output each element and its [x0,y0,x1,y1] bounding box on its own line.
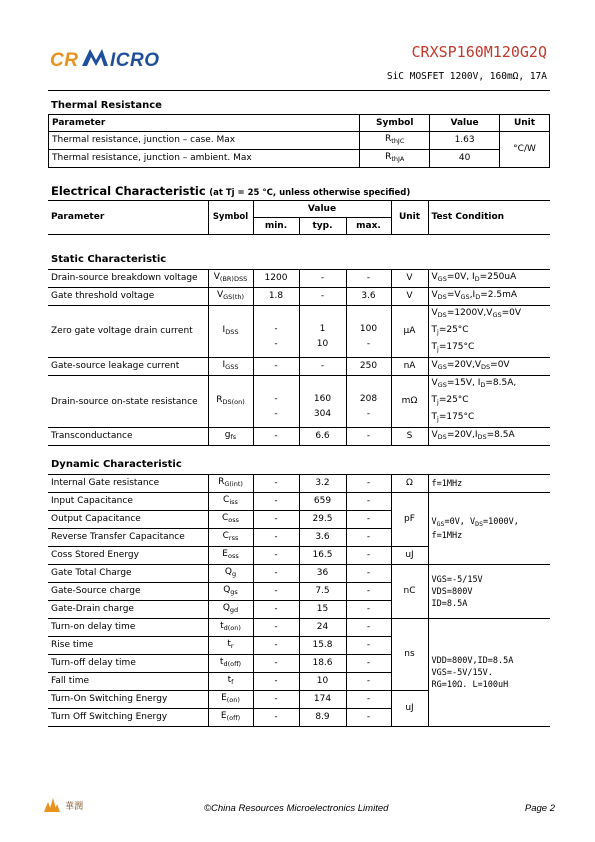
param-max: - [346,583,391,601]
param-name: Gate-Drain charge [48,601,208,619]
param-typ: 3.6 [299,529,346,547]
company-logo [50,46,190,72]
param-name: Thermal resistance, junction – case. Max [49,132,360,150]
param-unit: S [391,428,428,446]
param-typ: 6.6 [299,428,346,446]
param-unit: ns [391,619,428,691]
param-unit: pF [391,493,428,547]
param-unit: μA [391,306,428,358]
param-name: Turn-On Switching Energy [48,691,208,709]
param-min: - [253,619,299,637]
table-row [49,150,550,168]
param-name: Drain-source breakdown voltage [48,270,208,288]
col-max: max. [346,218,391,235]
param-name: Coss Stored Energy [48,547,208,565]
logo-graphic [50,46,190,72]
param-max: - [346,475,391,493]
param-min: - [253,709,299,727]
table-row [48,358,550,376]
test-condition: $V_{DS}=20V,I_{DS}=8.5A$ [428,428,550,446]
param-min: - [253,358,299,376]
test-condition: $V_{GS}=0V$, $V_{DS}=1000V$, f=1MHz [428,493,550,565]
dynamic-table [48,474,550,727]
param-symbol: $I_{GSS}$ [208,358,253,376]
param-typ: 16.5 [299,547,346,565]
electrical-section-title [51,184,410,198]
param-name: Gate threshold voltage [48,288,208,306]
test-condition: VDD=800V,ID=8.5A VGS=-5V/15V. RG=10Ω. L=100uH [428,619,550,727]
param-name: Transconductance [48,428,208,446]
param-max: - [346,673,391,691]
param-symbol: $t_{d(on)}$ [208,619,253,637]
param-typ: 3.2 [299,475,346,493]
electrical-header-row [48,201,550,218]
param-min: - [253,673,299,691]
param-typ: - [299,288,346,306]
param-min: - [253,547,299,565]
table-row [48,288,550,306]
param-name: Reverse Transfer Capacitance [48,529,208,547]
param-min: - - [253,376,299,428]
thermal-header-row [49,115,550,132]
param-typ: 29.5 [299,511,346,529]
table-row [49,132,550,150]
china-resources-icon [44,798,60,812]
param-max: - [346,601,391,619]
param-symbol: $t_{d(off)}$ [208,655,253,673]
param-min: - - [253,306,299,358]
thermal-col-parameter: Parameter [49,115,360,132]
param-name: Thermal resistance, junction – ambient. Max [49,150,360,168]
test-condition: f=1MHz [428,475,550,493]
param-symbol: $E_{(on)}$ [208,691,253,709]
param-name: Turn-off delay time [48,655,208,673]
param-name: Input Capacitance [48,493,208,511]
param-symbol: $g_{fs}$ [208,428,253,446]
param-typ: 1 10 [299,306,346,358]
col-typ: typ. [299,218,346,235]
header-divider [48,90,550,91]
test-condition: $V_{GS}=0V$, $I_D=250uA$ [428,270,550,288]
table-row [48,619,550,637]
param-max: - [346,691,391,709]
footer-copyright: ©China Resources Microelectronics Limited [204,803,389,814]
col-value: Value [253,201,391,218]
param-min: - [253,529,299,547]
param-max: - [346,428,391,446]
param-name: Internal Gate resistance [48,475,208,493]
param-symbol: $C_{oss}$ [208,511,253,529]
param-max: 208 - [346,376,391,428]
param-max: 100 - [346,306,391,358]
param-max: 250 [346,358,391,376]
table-row [48,475,550,493]
col-min: min. [253,218,299,235]
static-section-title: Static Characteristic [51,254,167,265]
param-symbol: $t_r$ [208,637,253,655]
param-typ: 36 [299,565,346,583]
param-typ: 18.6 [299,655,346,673]
table-row [48,270,550,288]
table-row [48,493,550,511]
param-name: Turn Off Switching Energy [48,709,208,727]
param-min: - [253,691,299,709]
footer-logo [44,797,83,816]
param-symbol: $V_{(BR)DSS}$ [208,270,253,288]
param-name: Drain-source on-state resistance [48,376,208,428]
param-min: - [253,428,299,446]
logo-text-icro: ICRO [110,50,160,71]
electrical-title-note: (at Tj = 25 °C, unless otherwise specified) [209,188,411,198]
param-symbol: $Q_{gs}$ [208,583,253,601]
test-condition: $V_{GS}=15V$, $I_D=8.5A$, $T_j=25^\circ C$ $T_j=175^\circ C$ [428,376,550,428]
param-name: Zero gate voltage drain current [48,306,208,358]
param-typ: 10 [299,673,346,691]
param-name: Gate Total Charge [48,565,208,583]
table-row [48,565,550,583]
param-typ: 8.9 [299,709,346,727]
param-typ: - [299,270,346,288]
param-name: Output Capacitance [48,511,208,529]
param-symbol: $Q_g$ [208,565,253,583]
param-min: - [253,565,299,583]
param-symbol: $R_{G(int)}$ [208,475,253,493]
param-unit: uJ [391,691,428,727]
param-max: - [346,529,391,547]
param-max: - [346,270,391,288]
param-unit: V [391,288,428,306]
electrical-title-text: Electrical Characteristic [51,184,206,198]
product-subtitle: SiC MOSFET 1200V, 160mΩ, 17A [386,71,547,82]
param-typ: 24 [299,619,346,637]
param-max: - [346,511,391,529]
param-max: - [346,547,391,565]
param-max: 3.6 [346,288,391,306]
page-number: Page 2 [524,803,555,814]
param-min: - [253,655,299,673]
table-row [48,306,550,358]
param-unit: nC [391,565,428,619]
table-row [48,376,550,428]
test-condition: VGS=-5/15V VDS=800V ID=8.5A [428,565,550,619]
thermal-col-unit: Unit [500,115,550,132]
param-symbol: $R_{DS(on)}$ [208,376,253,428]
thermal-unit: °C/W [500,132,550,168]
logo-m-icon [82,49,108,66]
param-max: - [346,709,391,727]
part-number: CRXSP160M120G2Q [411,43,547,61]
param-typ: 15.8 [299,637,346,655]
param-typ: 15 [299,601,346,619]
param-symbol: $t_f$ [208,673,253,691]
param-typ: 659 [299,493,346,511]
param-unit: mΩ [391,376,428,428]
param-name: Turn-on delay time [48,619,208,637]
param-min: 1200 [253,270,299,288]
param-min: - [253,475,299,493]
param-unit: nA [391,358,428,376]
param-symbol: $C_{rss}$ [208,529,253,547]
param-unit: V [391,270,428,288]
param-typ: 174 [299,691,346,709]
param-min: - [253,583,299,601]
static-table [48,269,550,446]
param-max: - [346,619,391,637]
param-name: Fall time [48,673,208,691]
param-max: - [346,493,391,511]
thermal-col-value: Value [430,115,500,132]
test-condition: $V_{DS}=V_{GS},I_D=2.5mA$ [428,288,550,306]
param-min: 1.8 [253,288,299,306]
thermal-col-symbol: Symbol [360,115,430,132]
param-name: Gate-Source charge [48,583,208,601]
param-symbol: $E_{(off)}$ [208,709,253,727]
test-condition: $V_{DS}=1200V,V_{GS}=0V$ $T_j=25^\circ C$ $T_j=175^\circ C$ [428,306,550,358]
param-symbol: $R_{thJC}$ [360,132,430,150]
param-symbol: $V_{GS(th)}$ [208,288,253,306]
table-row [48,428,550,446]
electrical-header-table [48,200,550,235]
param-symbol: $E_{oss}$ [208,547,253,565]
param-unit: Ω [391,475,428,493]
param-unit: uJ [391,547,428,565]
param-name: Rise time [48,637,208,655]
param-min: - [253,493,299,511]
col-test-condition: Test Condition [428,201,550,235]
param-typ: - [299,358,346,376]
param-typ: 160 304 [299,376,346,428]
param-max: - [346,565,391,583]
param-symbol: $C_{iss}$ [208,493,253,511]
footer-brand-cn: 華潤 [65,802,84,812]
test-condition: $V_{GS}=20V,V_{DS}=0V$ [428,358,550,376]
param-typ: 7.5 [299,583,346,601]
dynamic-section-title: Dynamic Characteristic [51,459,182,470]
logo-text-cr: CR [50,50,79,71]
param-min: - [253,511,299,529]
param-value: 1.63 [430,132,500,150]
param-min: - [253,601,299,619]
param-value: 40 [430,150,500,168]
thermal-section-title: Thermal Resistance [51,100,162,111]
param-symbol: $I_{DSS}$ [208,306,253,358]
param-max: - [346,655,391,673]
param-max: - [346,637,391,655]
param-min: - [253,637,299,655]
col-unit: Unit [391,201,428,235]
param-name: Gate-source leakage current [48,358,208,376]
col-symbol: Symbol [208,201,253,235]
param-symbol: $R_{thJA}$ [360,150,430,168]
param-symbol: $Q_{gd}$ [208,601,253,619]
col-parameter: Parameter [48,201,208,235]
thermal-table [48,114,550,168]
